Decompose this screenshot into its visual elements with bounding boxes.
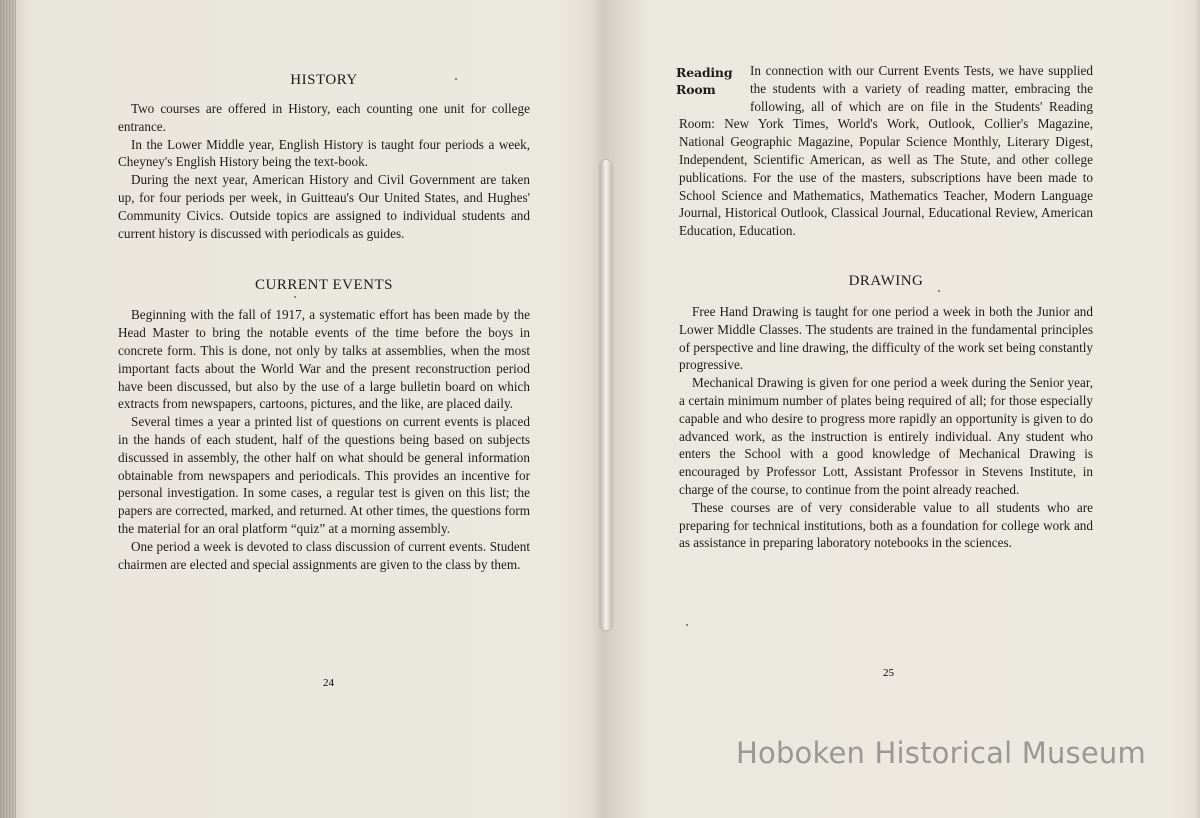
paper-speck bbox=[686, 624, 688, 626]
drawing-paragraph-2: Mechanical Drawing is given for one period a week during the Senior year, a certain minimum number of plates being required of all; for those especially capable and who desire to progress more rapidly an opportunity is given to do advanced work, as the instruction is entirely individual. Any student who enters the School with a good knowledge of Mechanical Drawing is encouraged by Professor Lott, Assistant Professor in Stevens Institute, in charge of the course, to continue from the point already reached. bbox=[679, 375, 1093, 497]
events-paragraph-2: Several times a year a printed list of questions on current events is placed in the hands of each student, half of the questions being based on subjects discussed in assembly, the other half on what should be general information obtainable from newspapers and periodicals. This provides an incentive for personal investigation. In some cases, a regular test is given on this list; the papers are corrected, marked, and returned. At other times, the questions form the material for an oral platform “quiz” at a morning assembly. bbox=[118, 414, 530, 536]
left-page bbox=[118, 66, 530, 573]
paper-speck bbox=[294, 296, 296, 298]
margin-note-line-1: Reading bbox=[676, 65, 733, 80]
page-edges bbox=[0, 0, 16, 818]
events-paragraph-1: Beginning with the fall of 1917, a systematic effort has been made by the Head Master to bring the notable events of the time before the boys in concrete form. This is done, not only by talks at assemblies, when the most important facts about the World War and the present reconstruction period have been discussed, but also by the use of a large bulletin board on which extracts from newspapers, cartoons, pictures, and the like, are placed daily. bbox=[118, 307, 530, 412]
margin-note-line-2: Room bbox=[676, 82, 716, 97]
right-page bbox=[676, 62, 1093, 552]
reading-room-margin-note bbox=[676, 64, 750, 98]
binding-thread bbox=[600, 160, 612, 630]
history-paragraph-1: Two courses are offered in History, each counting one unit for college entrance. bbox=[118, 101, 530, 134]
paper-speck bbox=[938, 290, 940, 292]
page-number-left: 24 bbox=[323, 677, 334, 689]
history-heading: HISTORY bbox=[290, 72, 358, 88]
paper-speck bbox=[455, 78, 457, 80]
reading-room-paragraph: In connection with our Current Events Tests, we have supplied the students with a variety of reading matter, embracing the following, all of which are on file in the Students' Reading Room: New York Times, World's Work, Outlook, Collier's Magazine, National Geographic Magazine, Popular Science Monthly, Literary Digest, Independent, Scientific American, as well as The Stute, and other college publications. For the use of the masters, subscriptions have been made to School Science and Mathematics, Mathematics Teacher, Modern Language Journal, Historical Outlook, Classical Journal, Educational Review, American Education, Education. bbox=[679, 63, 1093, 239]
drawing-paragraph-1: Free Hand Drawing is taught for one period a week in both the Junior and Lower Middle Classes. The students are trained in the fundamental principles of perspective and line drawing, the difficulty of the work set being constantly progressive. bbox=[679, 303, 1093, 373]
events-paragraph-3: One period a week is devoted to class discussion of current events. Student chairmen are elected and special assignments are given to the class by them. bbox=[118, 538, 530, 572]
page-number-right: 25 bbox=[883, 667, 894, 679]
drawing-paragraph-3: These courses are of very considerable value to all students who are preparing for technical institutions, both as a foundation for college work and as assistance in preparing laboratory notebooks in the sciences. bbox=[679, 499, 1093, 551]
museum-watermark: Hoboken Historical Museum bbox=[736, 736, 1146, 770]
current-events-heading: CURRENT EVENTS bbox=[255, 277, 393, 294]
history-paragraph-2: In the Lower Middle year, English History is taught four periods a week, Cheyney's English History being the text-book. bbox=[118, 136, 530, 170]
history-paragraph-3: During the next year, American History and Civil Government are taken up, for four periods per week, in Guitteau's Our United States, and Hughes' Community Civics. Outside topics are assigned to individual students and current history is discussed with periodicals as guides. bbox=[118, 172, 530, 241]
drawing-heading: DRAWING bbox=[848, 272, 924, 289]
